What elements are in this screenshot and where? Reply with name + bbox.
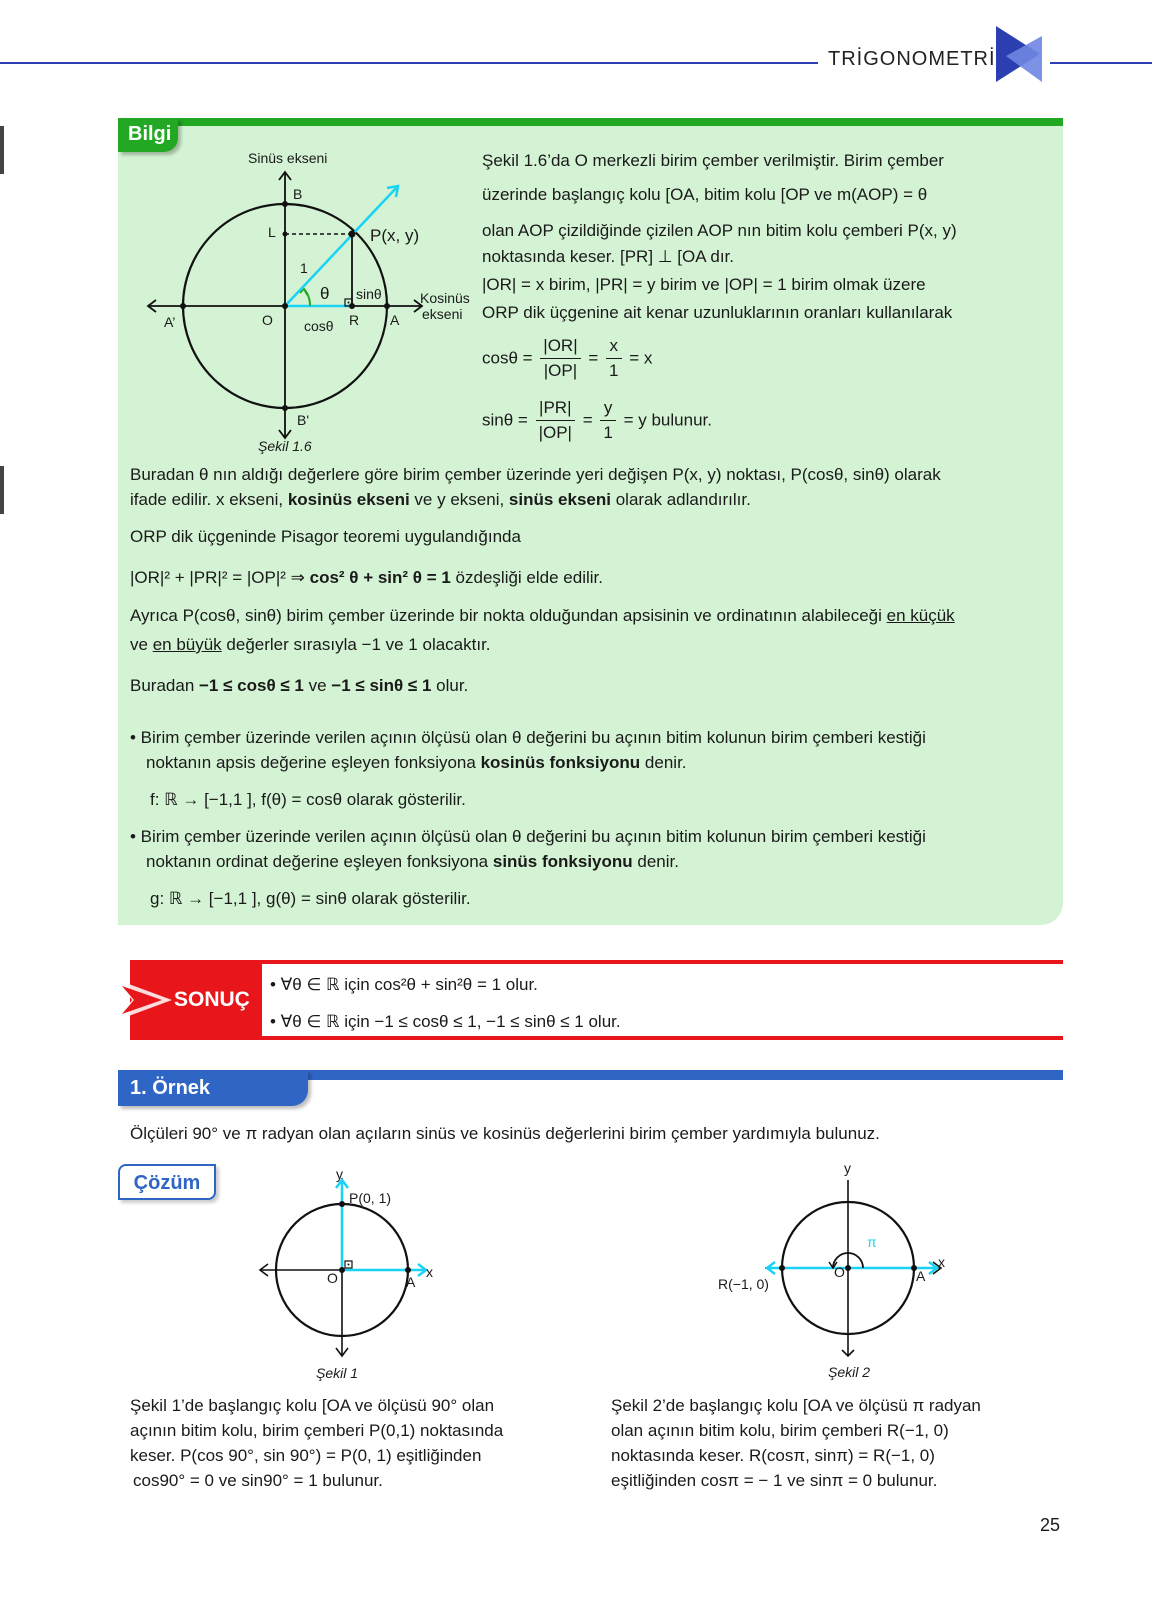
sekil-2-pi: π <box>867 1234 877 1250</box>
header-title: TRİGONOMETRİ <box>828 48 996 70</box>
page-number: 25 <box>1040 1515 1061 1535</box>
sin-lhs: sinθ = <box>482 410 528 430</box>
left-edge-mark-2 <box>0 466 4 514</box>
solution-2-line-1: Şekil 2’de başlangıç kolu [OA ve ölçüsü π radyan <box>611 1396 981 1415</box>
label-cos: cosθ <box>304 318 334 334</box>
solution-1-line-1: Şekil 1’de başlangıç kolu [OA ve ölçüsü 90° olan <box>130 1396 495 1415</box>
label-P: P(x, y) <box>370 226 420 245</box>
bilgi-p4: noktasında keser. [PR] ⊥ [OA dır. <box>482 247 734 266</box>
solution-1-line-3: keser. P(cos 90°, sin 90°) = P(0, 1) eşitliğinden <box>130 1446 482 1465</box>
label-O: O <box>262 312 273 328</box>
bilgi-tab: Bilgi <box>118 118 178 152</box>
cozum-tab: Çözüm <box>118 1164 216 1200</box>
cos-lhs: cosθ = <box>482 348 533 368</box>
header-line-right <box>1050 62 1152 64</box>
label-B-prime: B' <box>297 412 310 428</box>
sekil-1-figure <box>250 1170 440 1360</box>
label-ekseni: ekseni <box>422 306 463 322</box>
bilgi-t2: ifade edilir. x ekseni, kosinüs ekseni ve y ekseni, sinüs ekseni olarak adlandırılır. <box>130 490 751 509</box>
label-B: B <box>293 186 303 202</box>
sekil-1-y: y <box>336 1166 343 1182</box>
sinus-axis-label: Sinüs ekseni <box>248 150 328 166</box>
label-L: L <box>268 224 276 240</box>
bilgi-t4: |OR|² + |PR|² = |OP|² ⇒ cos² θ + sin² θ = 1 özdeşliği elde edilir. <box>130 568 603 587</box>
bilgi-t7: Buradan −1 ≤ cosθ ≤ 1 ve −1 ≤ sinθ ≤ 1 olur. <box>130 676 469 695</box>
solution-2-line-4: eşitliğinden cosπ = − 1 ve sinπ = 0 bulunur. <box>611 1471 938 1490</box>
bilgi-p5: |OR| = x birim, |PR| = y birim ve |OP| = 1 birim olmak üzere <box>482 275 926 294</box>
sekil-2-O: O <box>834 1264 845 1280</box>
label-A-prime: A’ <box>164 314 176 330</box>
bilgi-t6: ve en büyük değerler sırasıyla −1 ve 1 olacaktır. <box>130 635 491 654</box>
bilgi-p3: olan AOP çizildiğinde çizilen AOP nın bitim kolu çemberi P(x, y) <box>482 221 957 240</box>
cos-formula: cosθ = $\frac{|OR|}{|OP|}$ = $\frac{x}{1}$ = x <box>482 334 652 383</box>
sonuc-line-2: • ∀θ ∈ ℝ için −1 ≤ cosθ ≤ 1, −1 ≤ sinθ ≤ 1 olur. <box>270 1012 621 1031</box>
bilgi-p6: ORP dik üçgenine ait kenar uzunluklarının oranları kullanılarak <box>482 303 953 322</box>
label-A: A <box>390 312 400 328</box>
sonuc-top-line <box>130 960 1063 964</box>
sin-rhs: = y bulunur. <box>623 410 712 430</box>
sin-fraction-2: $\frac{y}{1}$ <box>600 396 615 445</box>
solution-2-line-2: olan açının bitim kolu, birim çemberi R(−1, 0) <box>611 1421 949 1440</box>
cos-fraction-1: $\frac{|OR|}{|OP|}$ <box>540 334 580 383</box>
bullet-1-line-2: noktanın apsis değerine eşleyen fonksiyona kosinüs fonksiyonu denir. <box>146 753 687 772</box>
sekil-1-A: A <box>406 1274 416 1290</box>
bilgi-p1: Şekil 1.6’da O merkezli birim çember verilmiştir. Birim çember <box>482 151 944 170</box>
header-line-left <box>0 62 818 64</box>
label-kosinus: Kosinüs <box>420 290 470 306</box>
solution-1-line-4: cos90° = 0 ve sin90° = 1 bulunur. <box>133 1471 383 1490</box>
figure-caption: Şekil 1.6 <box>258 438 312 454</box>
sekil-2-R: R(−1, 0) <box>718 1276 769 1292</box>
label-R: R <box>349 312 360 328</box>
sonuc-arrow-icon <box>118 980 174 1020</box>
ornek-question: Ölçüleri 90° ve π radyan olan açıların sinüs ve kosinüs değerlerini birim çember yardımıyla bulunuz. <box>130 1124 880 1143</box>
bilgi-t5: Ayrıca P(cosθ, sinθ) birim çember üzerinde bir nokta olduğundan apsisinin ve ordinatının alabileceği en küçük <box>130 606 955 625</box>
sekil-1-P: P(0, 1) <box>349 1190 392 1206</box>
sekil-1-caption: Şekil 1 <box>316 1365 359 1381</box>
sekil-2-y: y <box>844 1160 851 1176</box>
sekil-1-O: O <box>327 1270 338 1286</box>
label-sin: sinθ <box>356 286 382 302</box>
bullet-2-line-1: • Birim çember üzerinde verilen açının ölçüsü olan θ değerini bu açının bitim kolunun birim çemberi kestiği <box>130 827 926 846</box>
sekil-2-x: x <box>938 1254 945 1270</box>
sonuc-bottom-line <box>130 1036 1063 1040</box>
header-triangle-icon <box>996 26 1046 84</box>
sin-fraction-1: $\frac{|PR|}{|OP|}$ <box>536 396 575 445</box>
cos-rhs: = x <box>629 348 653 368</box>
solution-2-line-3: noktasında keser. R(cosπ, sinπ) = R(−1, 0) <box>611 1446 935 1465</box>
cos-fraction-2: $\frac{x}{1}$ <box>606 334 621 383</box>
sekil-1-x: x <box>426 1264 433 1280</box>
label-one: 1 <box>300 260 308 276</box>
bullet-1-formula: f: ℝ → [−1,1 ], f(θ) = cosθ olarak gösterilir. <box>150 790 466 809</box>
bilgi-t3: ORP dik üçgeninde Pisagor teoremi uygulandığında <box>130 527 521 546</box>
bullet-2-line-2: noktanın ordinat değerine eşleyen fonksiyona sinüs fonksiyonu denir. <box>146 852 679 871</box>
sekil-2-figure <box>755 1168 955 1358</box>
ornek-tab: 1. Örnek <box>118 1070 308 1106</box>
sekil-2-caption: Şekil 2 <box>828 1364 871 1380</box>
bullet-1-line-1: • Birim çember üzerinde verilen açının ölçüsü olan θ değerini bu açının bitim kolunun birim çemberi kestiği <box>130 728 926 747</box>
left-edge-mark-1 <box>0 126 4 174</box>
sonuc-line-1: • ∀θ ∈ ℝ için cos²θ + sin²θ = 1 olur. <box>270 975 538 994</box>
sekil-2-A: A <box>916 1268 926 1284</box>
bilgi-top-bar <box>118 118 1063 126</box>
solution-1-line-2: açının bitim kolu, birim çemberi P(0,1) noktasında <box>130 1421 504 1440</box>
bilgi-t1: Buradan θ nın aldığı değerlere göre birim çember üzerinde yeri değişen P(x, y) noktası, P(cosθ, sinθ) olarak <box>130 465 941 484</box>
bilgi-p2: üzerinde başlangıç kolu [OA, bitim kolu [OP ve m(AOP) = θ <box>482 185 928 204</box>
label-theta: θ <box>320 284 330 303</box>
bullet-2-formula: g: ℝ → [−1,1 ], g(θ) = sinθ olarak gösterilir. <box>150 889 471 908</box>
sin-formula: sinθ = $\frac{|PR|}{|OP|}$ = $\frac{y}{1}$ = y bulunur. <box>482 396 712 445</box>
sonuc-label: SONUÇ <box>174 988 250 1011</box>
